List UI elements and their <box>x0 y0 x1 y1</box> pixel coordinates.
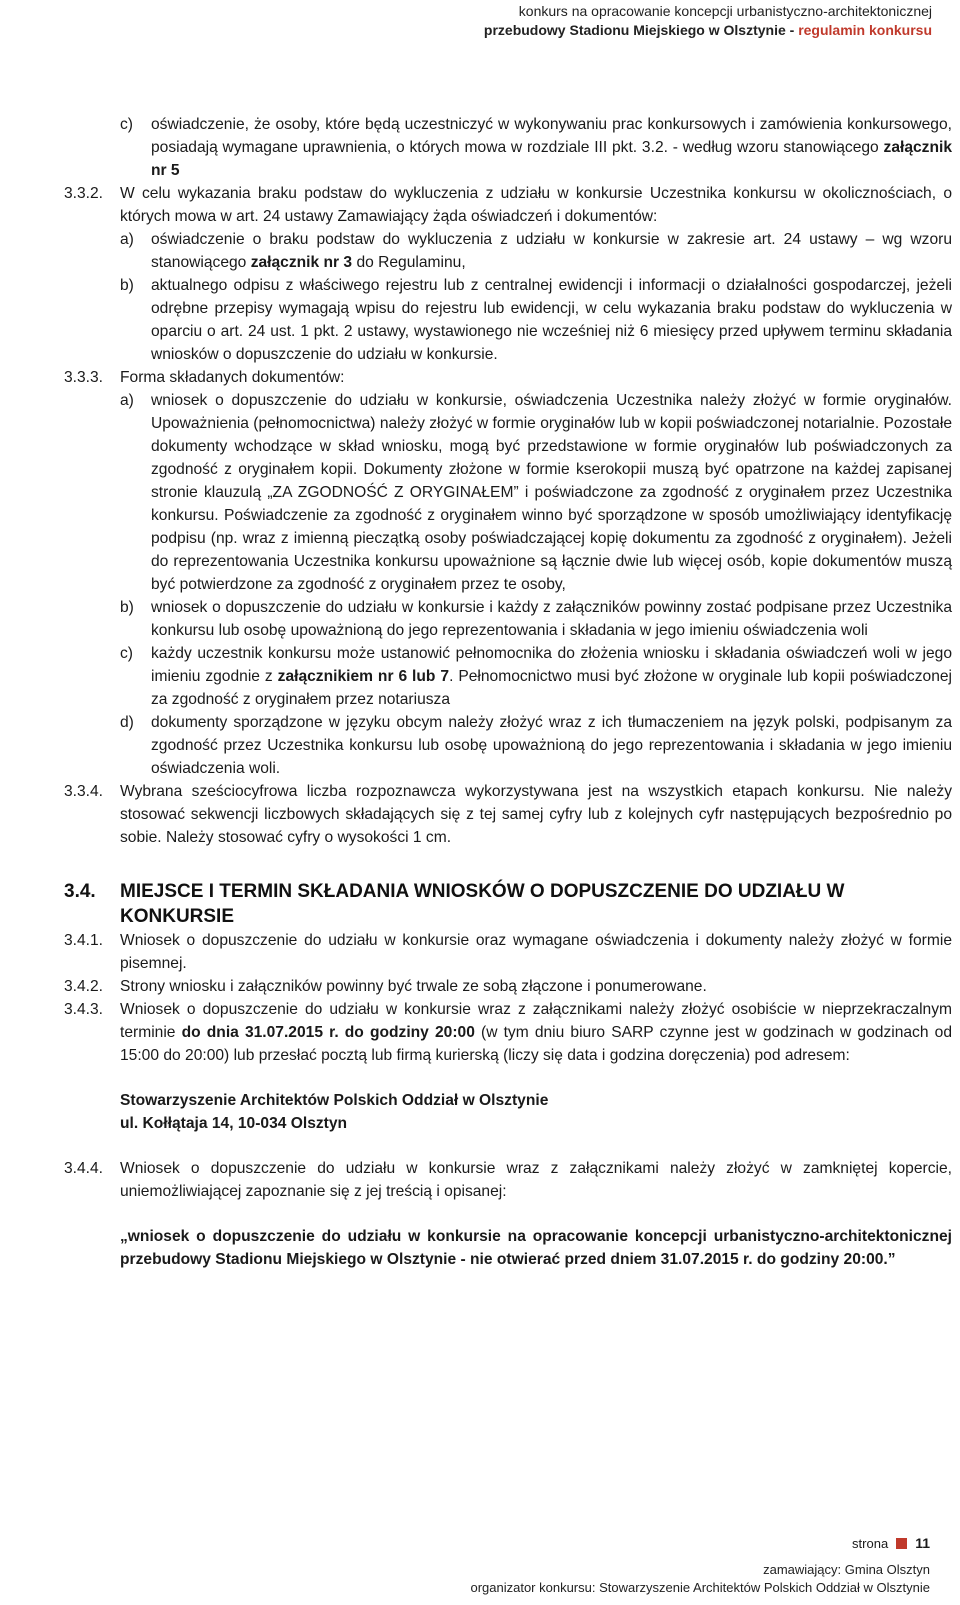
clause-3-4-2 <box>64 975 952 998</box>
document-body <box>64 113 952 1271</box>
section-heading-3-4 <box>64 879 952 929</box>
list-text: dokumenty sporządzone w języku obcym należy złożyć wraz z ich tłumaczeniem na język polski, podpisanym za zgodność przez Uczestnika konkursu lub osobę upoważnioną do jego reprezentowania i składania w jego imieniu oświadczenia woli. <box>151 714 952 777</box>
clause-number: 3.3.3. <box>64 369 104 386</box>
clause-3-4-4 <box>64 1157 952 1271</box>
footer-organizer: organizator konkursu: Stowarzyszenie Architektów Polskich Oddział w Olsztynie <box>470 1580 930 1595</box>
clause-number: 3.3.4. <box>64 783 104 800</box>
page-footer <box>470 1561 930 1597</box>
clause-number: 3.4.4. <box>64 1160 104 1177</box>
clause-3-4-1 <box>64 929 952 975</box>
address-line-1: Stowarzyszenie Architektów Polskich Oddział w Olsztynie <box>120 1092 549 1109</box>
clause-3-3-3 <box>64 366 952 389</box>
list-item-c <box>120 642 952 711</box>
list-item-a <box>120 389 952 596</box>
clause-text: Wniosek o dopuszczenie do udziału w konkursie oraz wymagane oświadczenia i dokumenty należy złożyć w formie pisemnej. <box>120 932 952 972</box>
page-number-block <box>852 1535 930 1551</box>
clause-number: 3.4.2. <box>64 978 104 995</box>
clause-text: Wniosek o dopuszczenie do udziału w konkursie wraz z załącznikami należy złożyć osobiście w nieprzekraczalnym terminie do dnia 31.07.2015 r. do godziny 20:00 (w tym dniu biuro SARP czynne jest w godzinach w godzinach od 15:00 do 20:00) lub przesłać pocztą lub firmą kurierską (liczy się data i godzina doręczenia) pod adresem: <box>120 1001 952 1064</box>
clause-number: 3.3.2. <box>64 185 104 202</box>
list-label: c) <box>120 116 133 133</box>
clause-3-4-3 <box>64 998 952 1135</box>
list-label: b) <box>120 277 134 294</box>
list-label: a) <box>120 231 134 248</box>
list-item-c-statement <box>120 113 952 182</box>
header-title: przebudowy Stadionu Miejskiego w Olsztynie - <box>483 22 799 38</box>
page-label: strona <box>852 1535 889 1551</box>
clause-text: Strony wniosku i załączników powinny być trwale ze sobą złączone i ponumerowane. <box>120 978 707 995</box>
address-line-2: ul. Kołłątaja 14, 10-034 Olsztyn <box>120 1115 348 1132</box>
list-text: wniosek o dopuszczenie do udziału w konkursie, oświadczenia Uczestnika należy złożyć w formie oryginałów. Upoważnienia (pełnomocnictwa) należy złożyć w formie oryginałów lub w kopii poświadczonej notarialnie. Pozostałe dokumenty wchodzące w skład wniosku, mogą być przedstawione w formie oryginałów lub poświadczonych za zgodność z oryginałem kopii. Dokumenty złożone w formie kserokopii muszą być opatrzone na każdej zapisanej stronie klauzulą „ZA ZGODNOŚĆ Z ORYGINAŁEM” i poświadczone za zgodność z oryginałem przez Uczestnika konkursu. Poświadczenie za zgodność z oryginałem winno być sporządzone w sposób umożliwiający identyfikację podpisu (np. wraz z imienną pieczątką osoby poświadczającej kopię dokumentu za zgodność z oryginałem). Jeżeli do reprezentowania Uczestnika konkursu upoważnione są łącznie dwie lub więcej osób, kopie dokumentów muszą być potwierdzone za zgodność z oryginałem przez te osoby, <box>151 392 952 593</box>
list-label: d) <box>120 714 134 731</box>
list-text: każdy uczestnik konkursu może ustanowić pełnomocnika do złożenia wniosku i składania oświadczeń woli w jego imieniu zgodnie z załącznikiem nr 6 lub 7. Pełnomocnictwo musi być złożone w oryginale lub kopii poświadczonej za zgodność z oryginałem przez notariusza <box>151 645 953 708</box>
clause-3-3-4 <box>64 780 952 849</box>
list-item-d <box>120 711 952 780</box>
section-number: 3.4. <box>64 881 96 902</box>
clause-text: Wniosek o dopuszczenie do udziału w konkursie wraz z załącznikami należy złożyć w zamkniętej kopercie, uniemożliwiającej zapoznanie się z jej treścią i opisanej: <box>120 1160 952 1200</box>
list-text: oświadczenie o braku podstaw do wykluczenia z udziału w konkursie w zakresie art. 24 ustawy – wg wzoru stanowiącego załącznik nr 3 do Regulaminu, <box>151 231 952 271</box>
header-line-1: konkurs na opracowanie koncepcji urbanistyczno-architektonicznej <box>518 3 932 19</box>
header-subtitle: regulamin konkursu <box>798 22 932 38</box>
list-text: oświadczenie, że osoby, które będą uczestniczyć w wykonywaniu prac konkursowych i zamówienia konkursowego, posiadają wymagane uprawnienia, o których mowa w rozdziale III pkt. 3.2. - według wzoru stanowiącego załącznik nr 5 <box>151 116 952 179</box>
clause-3-3-2 <box>64 182 952 228</box>
list-label: b) <box>120 599 134 616</box>
page-header <box>484 2 932 40</box>
list-item-a <box>120 228 952 274</box>
list-label: a) <box>120 392 134 409</box>
clause-intro: Forma składanych dokumentów: <box>120 369 345 386</box>
page-number: 11 <box>915 1535 930 1551</box>
header-line-2 <box>484 21 932 40</box>
clause-number: 3.4.1. <box>64 932 104 949</box>
clause-number: 3.4.3. <box>64 1001 104 1018</box>
clause-intro: W celu wykazania braku podstaw do wykluczenia z udziału w konkursie Uczestnika konkursu w okolicznościach, o których mowa w art. 24 ustawy Zamawiający żąda oświadczeń i dokumentów: <box>120 185 952 225</box>
section-title: MIEJSCE I TERMIN SKŁADANIA WNIOSKÓW O DOPUSZCZENIE DO UDZIAŁU W KONKURSIE <box>120 881 845 927</box>
envelope-label: „wniosek o dopuszczenie do udziału w konkursie na opracowanie koncepcji urbanistyczno-architektonicznej przebudowy Stadionu Miejskiego w Olsztynie - nie otwierać przed dniem 31.07.2015 r. do godziny 20:00.” <box>120 1228 952 1268</box>
list-text: wniosek o dopuszczenie do udziału w konkursie i każdy z załączników powinny zostać podpisane przez Uczestnika konkursu lub osobę upoważnioną do jego reprezentowania i składania w jego imieniu oświadczenia woli <box>151 599 952 639</box>
clause-text: Wybrana sześciocyfrowa liczba rozpoznawcza wykorzystywana jest na wszystkich etapach konkursu. Nie należy stosować sekwencji liczbowych składających się z tej samej cyfry lub z kolejnych cyfr następujących bezpośrednio po sobie. Należy stosować cyfry o wysokości 1 cm. <box>120 783 952 846</box>
list-label: c) <box>120 645 133 662</box>
page-marker-square <box>896 1538 907 1549</box>
clause-body <box>120 998 952 1135</box>
list-text: aktualnego odpisu z właściwego rejestru lub z centralnej ewidencji i informacji o działalności gospodarczej, jeżeli odrębne przepisy wymagają wpisu do rejestru lub ewidencji, w celu wykazania braku podstaw do wykluczenia w oparciu o art. 24 ust. 1 pkt. 2 ustawy, wystawionego nie wcześniej niż 6 miesięcy przed upływem terminu składania wniosków o dopuszczenie do udziału w konkursie. <box>151 277 952 363</box>
list-item-b <box>120 596 952 642</box>
footer-client: zamawiający: Gmina Olsztyn <box>763 1562 930 1577</box>
list-item-b <box>120 274 952 366</box>
clause-body <box>120 1157 952 1271</box>
